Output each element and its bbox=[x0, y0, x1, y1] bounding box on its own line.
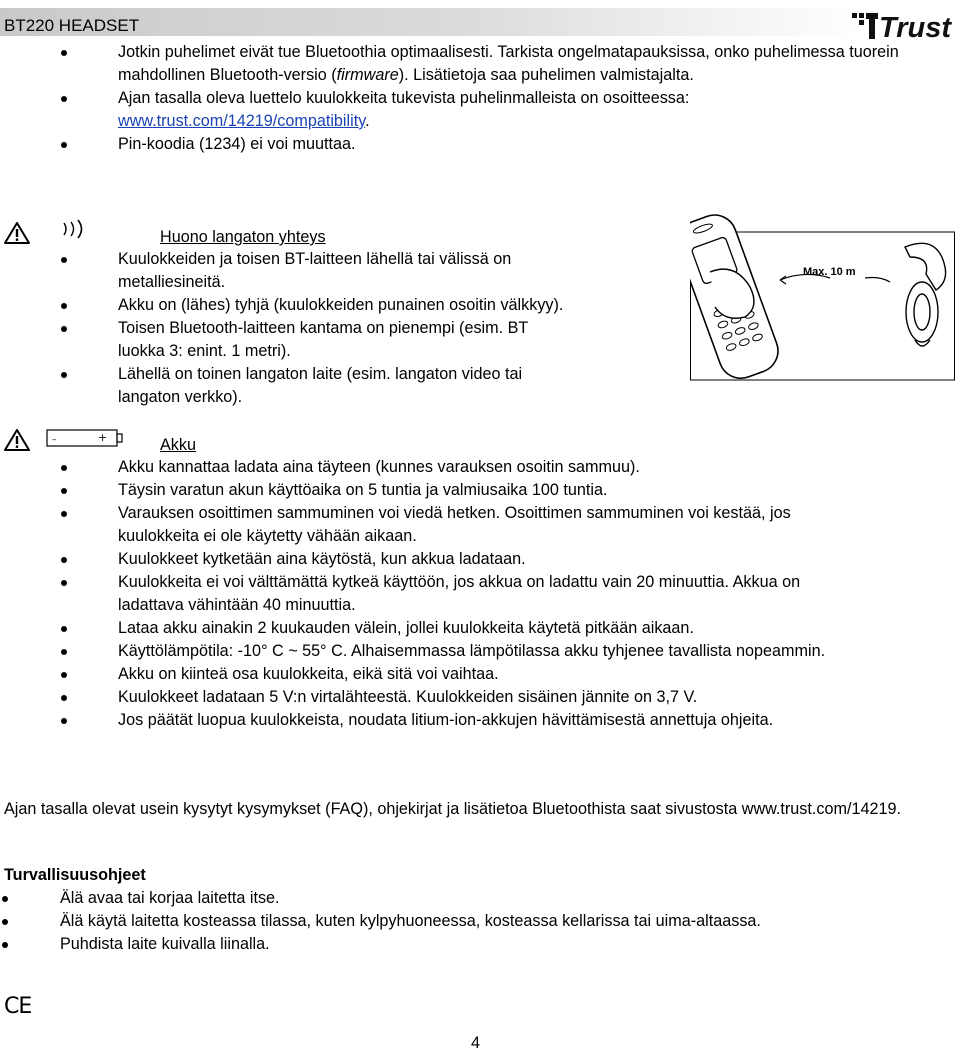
compatibility-link[interactable]: www.trust.com/14219/compatibility bbox=[118, 112, 366, 130]
list-item: Älä käytä laitetta kosteassa tilassa, kuten kylpyhuoneessa, kosteassa kellarissa tai uima-altaassa. bbox=[0, 910, 820, 933]
list-item: Kuulokkeita ei voi välttämättä kytkeä käyttöön, jos akkua on ladattu vain 20 minuuttia. Akkua on ladattava vähintään 40 minuuttia. bbox=[0, 571, 830, 617]
safety-list bbox=[0, 887, 820, 956]
list-item: Akku kannattaa ladata aina täyteen (kunnes varauksen osoitin sammuu). bbox=[0, 456, 830, 479]
list-item: Toisen Bluetooth-laitteen kantama on pienempi (esim. BT luokka 3: enint. 1 metri). bbox=[0, 317, 570, 363]
trust-logo bbox=[850, 9, 958, 41]
list-item: Pin-koodia (1234) ei voi muuttaa. bbox=[0, 133, 900, 156]
list-item: Jos päätät luopua kuulokkeista, noudata litium-ion-akkujen hävittämisestä annettuja ohjeita. bbox=[0, 709, 830, 732]
list-item: Varauksen osoittimen sammuminen voi viedä hetken. Osoittimen sammuminen voi kestää, jos kuulokkeita ei ole käytetty vähään aikaan. bbox=[0, 502, 830, 548]
svg-text:–: – bbox=[52, 435, 57, 445]
list-item: Ajan tasalla oleva luettelo kuulokkeita tukevista puhelinmalleista on osoitteessa: www.trust.com/14219/compatibility. bbox=[0, 87, 900, 133]
ce-mark: CE bbox=[4, 994, 32, 1019]
wireless-signal-icon bbox=[60, 218, 90, 240]
list-item: Akku on kiinteä osa kuulokkeita, eikä sitä voi vaihtaa. bbox=[0, 663, 830, 686]
list-item: Jotkin puhelimet eivät tue Bluetoothia optimaalisesti. Tarkista ongelmatapauksissa, onko puhelimessa tuorein mahdollinen Bluetooth-versio (firmware). Lisätietoja saa puhelimen valmistajalta. bbox=[0, 41, 900, 87]
connection-list bbox=[0, 248, 570, 409]
list-item: Älä avaa tai korjaa laitetta itse. bbox=[0, 887, 820, 910]
phone-headset-illustration bbox=[690, 212, 955, 382]
list-item: Käyttölämpötila: -10° C ~ 55° C. Alhaisemmassa lämpötilassa akku tyhjenee tavallista nopeammin. bbox=[0, 640, 830, 663]
warning-icon bbox=[4, 222, 30, 244]
section-title-battery: Akku bbox=[160, 436, 196, 454]
svg-text:Max. 10 m: Max. 10 m bbox=[803, 266, 856, 278]
svg-text:Trust: Trust bbox=[879, 12, 951, 41]
intro-list bbox=[0, 41, 900, 156]
list-item: Puhdista laite kuivalla liinalla. bbox=[0, 933, 820, 956]
faq-paragraph: Ajan tasalla olevat usein kysytyt kysymykset (FAQ), ohjekirjat ja lisätietoa Bluetoothista saat sivustosta www.trust.com/14219. bbox=[4, 800, 901, 818]
svg-text:+: + bbox=[98, 431, 108, 444]
list-item: Akku on (lähes) tyhjä (kuulokkeiden punainen osoitin välkkyy). bbox=[0, 294, 570, 317]
list-item: Kuulokkeet ladataan 5 V:n virtalähteestä. Kuulokkeiden sisäinen jännite on 3,7 V. bbox=[0, 686, 830, 709]
battery-list bbox=[0, 456, 830, 732]
document-title: BT220 HEADSET bbox=[4, 16, 140, 35]
battery-icon bbox=[46, 428, 126, 448]
section-title-connection: Huono langaton yhteys bbox=[160, 228, 326, 246]
safety-title: Turvallisuusohjeet bbox=[4, 866, 146, 884]
list-item: Täysin varatun akun käyttöaika on 5 tuntia ja valmiusaika 100 tuntia. bbox=[0, 479, 830, 502]
list-item: Lataa akku ainakin 2 kuukauden välein, jollei kuulokkeita käytetä pitkään aikaan. bbox=[0, 617, 830, 640]
list-item: Lähellä on toinen langaton laite (esim. langaton video tai langaton verkko). bbox=[0, 363, 570, 409]
warning-icon bbox=[4, 429, 30, 451]
list-item: Kuulokkeet kytketään aina käytöstä, kun akkua ladataan. bbox=[0, 548, 830, 571]
page-number: 4 bbox=[471, 1034, 481, 1052]
list-item: Kuulokkeiden ja toisen BT-laitteen lähellä tai välissä on metalliesineitä. bbox=[0, 248, 570, 294]
